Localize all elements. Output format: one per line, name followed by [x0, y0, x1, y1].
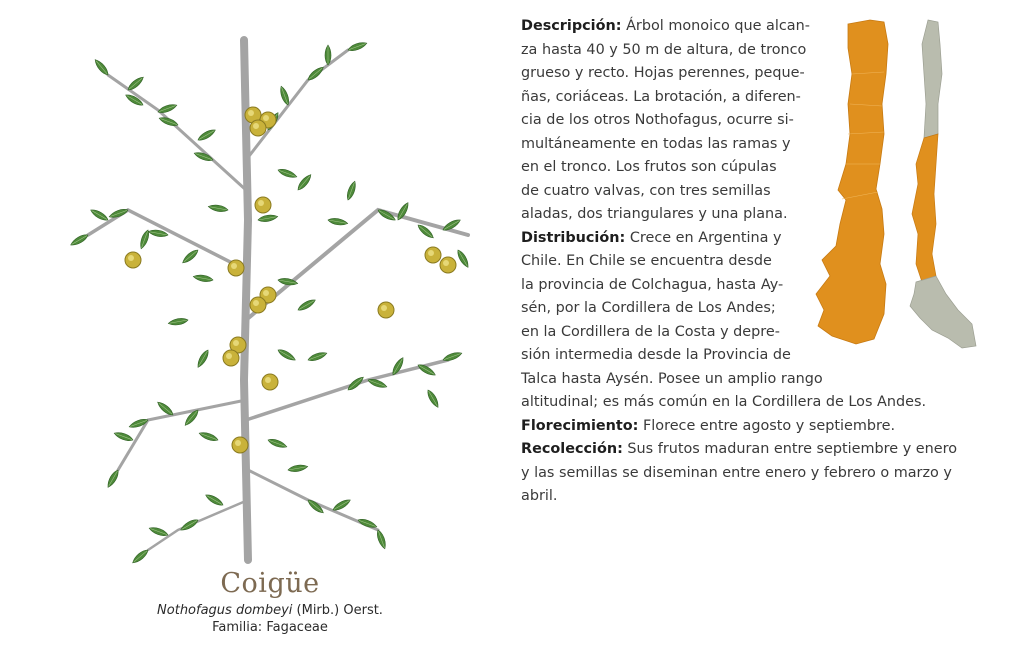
species-description [521, 15, 981, 509]
descripcion-label: Descripción: [521, 18, 622, 34]
distribucion-line: Chile. En Chile se encuentra desde [521, 253, 772, 269]
distribucion-line: la provincia de Colchagua, hasta Ay- [521, 276, 784, 293]
florecimiento-text: Florece entre agosto y septiembre. [643, 417, 896, 434]
common-name: Coigüe [220, 568, 320, 599]
descripcion-line: aladas, dos triangulares y una plana. [521, 206, 788, 222]
scientific-author: (Mirb.) Oerst. [296, 603, 383, 618]
species-caption [110, 566, 430, 636]
florecimiento-label: Florecimiento: [521, 417, 639, 434]
distribucion-line: Talca hasta Aysén. Posee un amplio rango [521, 370, 823, 387]
scientific-name-line [110, 602, 430, 619]
descripcion-line: multáneamente en todas las ramas y [521, 135, 791, 152]
descripcion-line: de cuatro valvas, con tres semillas [521, 182, 771, 199]
descripcion-line: ñas, coriáceas. La brotación, a diferen- [521, 88, 801, 105]
family-name: Familia: Fagaceae [212, 620, 328, 635]
recoleccion-label: Recolección: [521, 441, 623, 457]
distribucion-line: sión intermedia desde la Provincia de [521, 347, 791, 363]
distribucion-line: sén, por la Cordillera de Los Andes; [521, 300, 776, 316]
recoleccion-line: abril. [521, 488, 558, 504]
descripcion-line: en el tronco. Los frutos son cúpulas [521, 159, 777, 175]
tree-illustration [48, 20, 508, 565]
descripcion-line: za hasta 40 y 50 m de altura, de tronco [521, 41, 807, 58]
recoleccion-line: y las semillas se diseminan entre enero y febrero o marzo y [521, 464, 952, 481]
recoleccion-line: Sus frutos maduran entre septiembre y enero [627, 441, 958, 457]
scientific-name: Nothofagus dombeyi [157, 603, 293, 618]
distribucion-line: altitudinal; es más común en la Cordillera de Los Andes. [521, 394, 927, 410]
descripcion-line: grueso y recto. Hojas perennes, peque- [521, 65, 805, 81]
distribucion-line: Crece en Argentina y [629, 229, 782, 246]
distribucion-label: Distribución: [521, 229, 626, 246]
descripcion-line: cia de los otros Nothofagus, ocurre si- [521, 112, 794, 128]
distribucion-line: en la Cordillera de la Costa y depre- [521, 323, 780, 340]
descripcion-line: Árbol monoico que alcan- [626, 18, 810, 34]
